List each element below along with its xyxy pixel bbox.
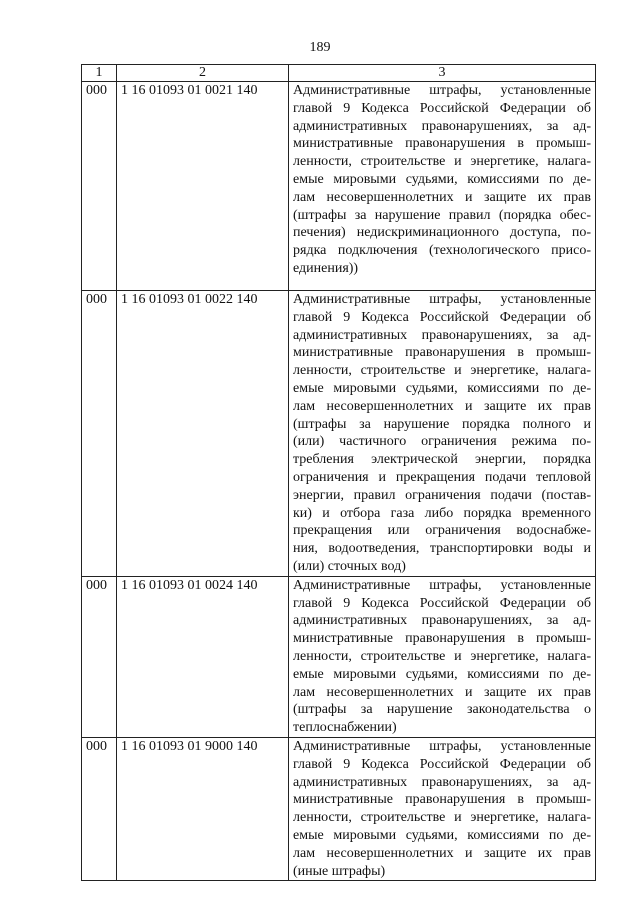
description-line: энергии, правил ограничения подачи (постав-	[293, 487, 591, 503]
description-line: (штрафы за нарушение порядка полного и	[293, 416, 591, 432]
description-line: министративные правонарушения в промыш-	[293, 136, 591, 152]
description-line: (или) сточных вод)	[293, 558, 406, 574]
description-line: ограничения и прекращения подачи тепловой	[293, 469, 591, 485]
fines-table	[81, 64, 596, 881]
description-cell	[289, 82, 596, 291]
header-row	[82, 65, 596, 82]
description-line: Административные штрафы, установленные	[293, 738, 591, 754]
description-line: (штрафы за нарушение законодательства о	[293, 702, 591, 718]
description-line: административных правонарушениях, за ад-	[293, 613, 591, 629]
description-line: ленности, строительстве и энергетике, налага-	[293, 154, 591, 170]
admin-code-cell: 000	[82, 82, 117, 291]
description-line: ленности, строительстве и энергетике, налага-	[293, 648, 591, 664]
description-line: главой 9 Кодекса Российской Федерации об	[293, 100, 591, 116]
budget-code-cell: 1 16 01093 01 0022 140	[117, 291, 289, 577]
description-line: министративные правонарушения в промыш-	[293, 345, 591, 361]
admin-code-cell: 000	[82, 737, 117, 880]
header-col-3: 3	[289, 65, 596, 82]
description-line: главой 9 Кодекса Российской Федерации об	[293, 595, 591, 611]
description-line: лам несовершеннолетних и защите их прав	[293, 684, 591, 700]
header-col-2: 2	[117, 65, 289, 82]
description-line: емые мировыми судьями, комиссиями по де-	[293, 827, 591, 843]
admin-code-cell: 000	[82, 291, 117, 577]
budget-code-cell: 1 16 01093 01 0024 140	[117, 576, 289, 737]
description-line: Административные штрафы, установленные	[293, 292, 591, 307]
description-line: емые мировыми судьями, комиссиями по де-	[293, 380, 591, 396]
description-line: (иные штрафы)	[293, 863, 386, 879]
description-cell	[289, 737, 596, 880]
description-line: ленности, строительстве и энергетике, налага-	[293, 810, 591, 826]
description-line: рядка подключения (технологического присо-	[293, 243, 591, 259]
description-line: емые мировыми судьями, комиссиями по де-	[293, 171, 591, 187]
description-line: министративные правонарушения в промыш-	[293, 631, 591, 647]
table-row	[82, 576, 596, 737]
description-line: ленности, строительстве и энергетике, налага-	[293, 363, 591, 379]
budget-code-cell: 1 16 01093 01 9000 140	[117, 737, 289, 880]
description-line: административных правонарушениях, за ад-	[293, 118, 591, 134]
description-cell	[289, 291, 596, 577]
table-row	[82, 291, 596, 577]
description-line: (или) частичного ограничения режима по-	[293, 434, 591, 450]
description-line: емые мировыми судьями, комиссиями по де-	[293, 666, 591, 682]
description-line: теплоснабжении)	[293, 720, 397, 736]
description-line: Административные штрафы, установленные	[293, 577, 591, 593]
description-line: печения) недискриминационного доступа, по-	[293, 225, 591, 241]
description-line: требления электрической энергии, порядка	[293, 452, 591, 468]
description-line: Административные штрафы, установленные	[293, 83, 591, 98]
description-line: министративные правонарушения в промыш-	[293, 792, 591, 808]
description-line: прекращения или ограничения водоснабже-	[293, 523, 591, 539]
page-number: 189	[309, 40, 331, 55]
table-row	[82, 737, 596, 880]
description-line: главой 9 Кодекса Российской Федерации об	[293, 756, 591, 772]
header-col-1: 1	[82, 65, 117, 82]
description-line: лам несовершеннолетних и защите их прав	[293, 398, 591, 414]
description-line: административных правонарушениях, за ад-	[293, 774, 591, 790]
table-row	[82, 82, 596, 291]
description-line: главой 9 Кодекса Российской Федерации об	[293, 309, 591, 325]
description-line: лам несовершеннолетних и защите их прав	[293, 845, 591, 861]
description-line: административных правонарушениях, за ад-	[293, 327, 591, 343]
description-line: ния, водоотведения, транспортировки воды и	[293, 541, 591, 557]
description-line: лам несовершеннолетних и защите их прав	[293, 189, 591, 205]
admin-code-cell: 000	[82, 576, 117, 737]
description-line: единения))	[293, 260, 359, 276]
description-line: (штрафы за нарушение правил (порядка обес-	[293, 207, 591, 223]
table-header	[82, 65, 596, 82]
table-body	[82, 82, 596, 881]
budget-code-cell: 1 16 01093 01 0021 140	[117, 82, 289, 291]
description-line: ки) и отбора газа либо порядка временного	[293, 505, 591, 521]
description-cell	[289, 576, 596, 737]
